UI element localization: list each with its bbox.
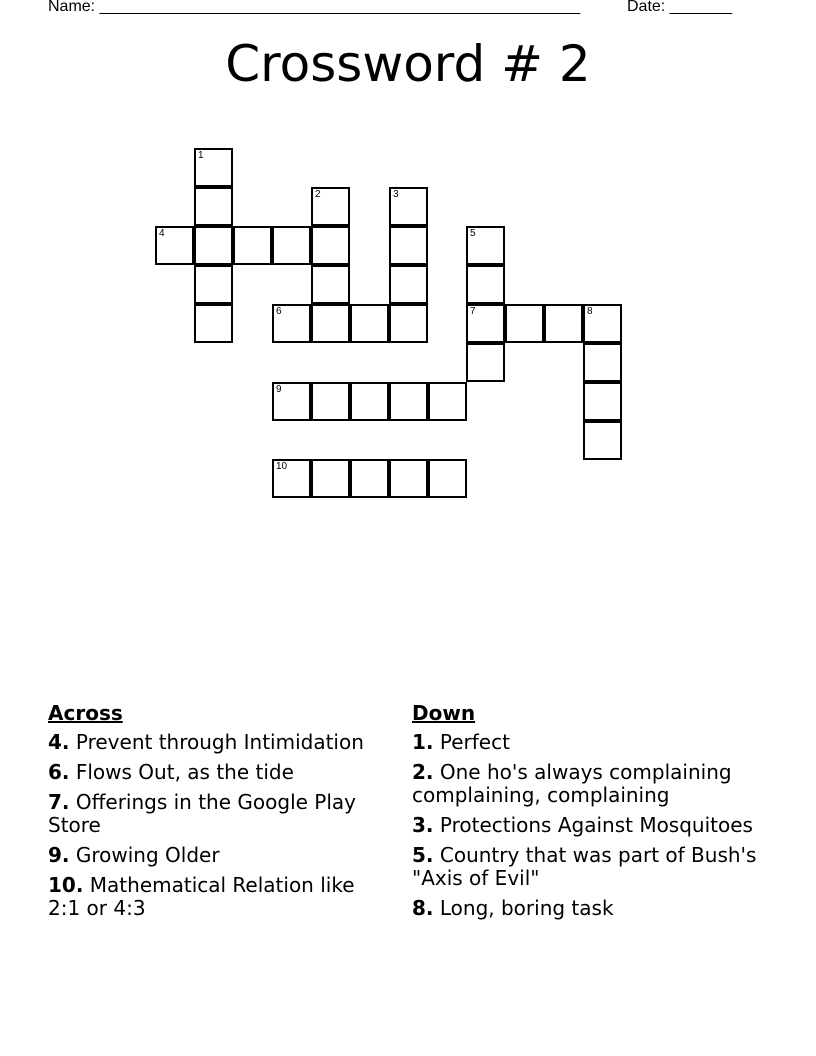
name-label: Name: [48, 0, 96, 15]
grid-cell[interactable] [350, 382, 389, 421]
clue-num: 9. [48, 843, 70, 867]
grid-cell[interactable] [311, 382, 350, 421]
clue-number: 6 [276, 306, 282, 317]
clue-number: 1 [198, 150, 204, 161]
clue-item [48, 874, 393, 920]
clue-item [412, 897, 762, 920]
grid-cell[interactable] [583, 421, 622, 460]
grid-cell[interactable] [311, 304, 350, 343]
clue-item [412, 761, 762, 807]
clue-number: 9 [276, 384, 282, 395]
clue-text: Prevent through Intimidation [75, 730, 364, 754]
clue-text: Protections Against Mosquitoes [439, 813, 753, 837]
clue-item [412, 731, 762, 754]
clue-num: 2. [412, 760, 434, 784]
grid-cell[interactable] [311, 226, 350, 265]
clue-number: 5 [470, 228, 476, 239]
grid-cell[interactable] [428, 382, 467, 421]
grid-cell[interactable] [389, 187, 428, 226]
clue-num: 6. [48, 760, 70, 784]
down-clues [412, 702, 762, 927]
clue-number: 4 [159, 228, 165, 239]
clue-text: Country that was part of Bush's "Axis of Evil" [412, 843, 757, 890]
grid-cell[interactable] [505, 304, 544, 343]
clue-num: 1. [412, 730, 434, 754]
clue-text: Long, boring task [439, 896, 614, 920]
grid-cell[interactable] [466, 226, 505, 265]
grid-cell[interactable] [466, 343, 505, 382]
grid-cell[interactable] [272, 382, 311, 421]
grid-cell[interactable] [428, 459, 467, 498]
clue-num: 8. [412, 896, 434, 920]
grid-cell[interactable] [350, 459, 389, 498]
clue-text: Perfect [439, 730, 510, 754]
clue-item [48, 791, 393, 837]
grid-cell[interactable] [389, 459, 428, 498]
grid-cell[interactable] [389, 382, 428, 421]
name-blank[interactable]: ______________________________________________________ [99, 0, 581, 15]
clue-text: Offerings in the Google Play Store [48, 790, 356, 837]
grid-cell[interactable] [583, 343, 622, 382]
grid-cell[interactable] [583, 304, 622, 343]
grid-cell[interactable] [194, 187, 233, 226]
clue-number: 3 [393, 189, 399, 200]
grid-cell[interactable] [233, 226, 272, 265]
clue-num: 4. [48, 730, 70, 754]
grid-cell[interactable] [350, 304, 389, 343]
clue-text: One ho's always complaining complaining, complaining [412, 760, 732, 807]
grid-cell[interactable] [272, 304, 311, 343]
clue-num: 5. [412, 843, 434, 867]
date-label: Date: [627, 0, 666, 15]
grid-cell[interactable] [272, 226, 311, 265]
clue-text: Flows Out, as the tide [75, 760, 294, 784]
across-clues [48, 702, 393, 927]
grid-cell[interactable] [155, 226, 194, 265]
grid-cell[interactable] [389, 304, 428, 343]
clue-item [48, 731, 393, 754]
clue-item [48, 761, 393, 784]
page-title: Crossword # 2 [225, 35, 591, 93]
clue-num: 3. [412, 813, 434, 837]
grid-cell[interactable] [466, 304, 505, 343]
clue-text: Mathematical Relation like 2:1 or 4:3 [48, 873, 355, 920]
clue-item [412, 844, 762, 890]
clue-number: 7 [470, 306, 476, 317]
grid-cell[interactable] [311, 459, 350, 498]
grid-cell[interactable] [583, 382, 622, 421]
clue-number: 10 [276, 461, 288, 472]
grid-cell[interactable] [194, 226, 233, 265]
clue-item [412, 814, 762, 837]
clue-item [48, 844, 393, 867]
across-heading: Across [48, 701, 123, 725]
grid-cell[interactable] [194, 265, 233, 304]
grid-cell[interactable] [466, 265, 505, 304]
down-heading: Down [412, 701, 476, 725]
clue-text: Growing Older [75, 843, 220, 867]
clue-num: 10. [48, 873, 84, 897]
grid-cell[interactable] [311, 265, 350, 304]
grid-cell[interactable] [389, 226, 428, 265]
grid-cell[interactable] [194, 304, 233, 343]
grid-cell[interactable] [272, 459, 311, 498]
date-blank[interactable]: _______ [669, 0, 732, 15]
clue-num: 7. [48, 790, 70, 814]
clue-number: 8 [587, 306, 593, 317]
grid-cell[interactable] [544, 304, 583, 343]
grid-cell[interactable] [389, 265, 428, 304]
clue-number: 2 [315, 189, 321, 200]
grid-cell[interactable] [194, 148, 233, 187]
grid-cell[interactable] [311, 187, 350, 226]
